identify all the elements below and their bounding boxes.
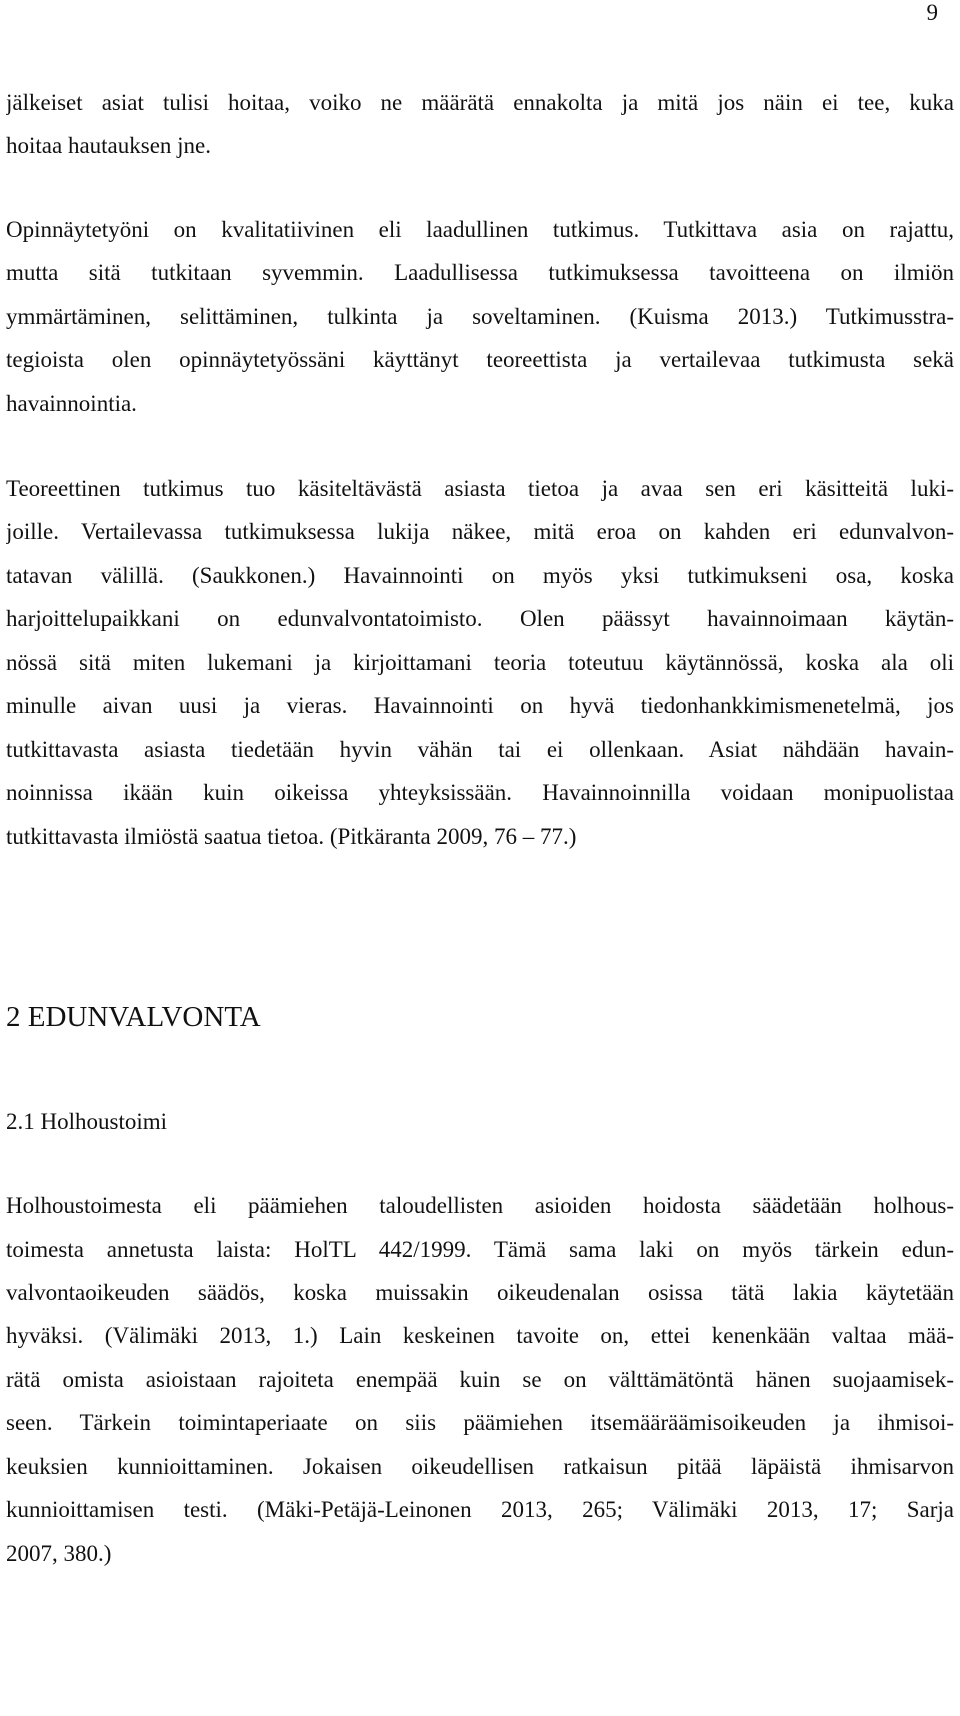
text-line: Teoreettinen tutkimus tuo käsiteltävästä asiasta tietoa ja avaa sen eri käsitteitä luki-	[6, 476, 954, 501]
text-line: tatavan välillä. (Saukkonen.) Havainnointi on myös yksi tutkimukseni osa, koska	[6, 563, 954, 588]
text-line: harjoittelupaikkani on edunvalvontatoimisto. Olen päässyt havainnoimaan käytän-	[6, 606, 954, 631]
text-line: keuksien kunnioittaminen. Jokaisen oikeudellisen ratkaisun pitää läpäistä ihmisarvon	[6, 1454, 954, 1479]
text-line: seen. Tärkein toimintaperiaate on siis päämiehen itsemääräämisoikeuden ja ihmisoi-	[6, 1410, 954, 1435]
text-line: jälkeiset asiat tulisi hoitaa, voiko ne määrätä ennakolta ja mitä jos näin ei tee, kuka	[6, 90, 954, 115]
text-line: hyväksi. (Välimäki 2013, 1.) Lain keskeinen tavoite on, ettei kenenkään valtaa mää-	[6, 1323, 954, 1348]
text-line: ymmärtäminen, selittäminen, tulkinta ja soveltaminen. (Kuisma 2013.) Tutkimusstra-	[6, 304, 954, 329]
text-line: havainnointia.	[6, 391, 137, 416]
text-line: mutta sitä tutkitaan syvemmin. Laadullisessa tutkimuksessa tavoitteena on ilmiön	[6, 260, 954, 285]
text-line: valvontaoikeuden säädös, koska muissakin oikeudenalan osissa tätä lakia käytetään	[6, 1280, 954, 1305]
text-line: minulle aivan uusi ja vieras. Havainnointi on hyvä tiedonhankkimismenetelmä, jos	[6, 693, 954, 718]
text-line: tutkittavasta asiasta tiedetään hyvin vähän tai ei ollenkaan. Asiat nähdään havain-	[6, 737, 954, 762]
text-line: tutkittavasta ilmiöstä saatua tietoa. (Pitkäranta 2009, 76 – 77.)	[6, 824, 577, 849]
text-line: Opinnäytetyöni on kvalitatiivinen eli laadullinen tutkimus. Tutkittava asia on rajattu,	[6, 217, 954, 242]
text-line: kunnioittamisen testi. (Mäki-Petäjä-Leinonen 2013, 265; Välimäki 2013, 17; Sarja	[6, 1497, 954, 1522]
text-line: toimesta annetusta laista: HolTL 442/1999. Tämä sama laki on myös tärkein edun-	[6, 1237, 954, 1262]
text-line: tegioista olen opinnäytetyössäni käyttänyt teoreettista ja vertailevaa tutkimusta sekä	[6, 347, 954, 372]
text-line: hoitaa hautauksen jne.	[6, 133, 212, 158]
chapter-heading: 2 EDUNVALVONTA	[6, 1001, 261, 1033]
text-line: 2007, 380.)	[6, 1541, 112, 1566]
page-number: 9	[926, 0, 938, 25]
section-heading: 2.1 Holhoustoimi	[6, 1109, 168, 1134]
text-line: joille. Vertailevassa tutkimuksessa lukija näkee, mitä eroa on kahden eri edunvalvon-	[6, 519, 954, 544]
text-line: noinnissa ikään kuin oikeissa yhteyksissään. Havainnoinnilla voidaan monipuolistaa	[6, 780, 954, 805]
text-line: rätä omista asioistaan rajoiteta enempää kuin se on välttämätöntä hänen suojaamisek-	[6, 1367, 954, 1392]
text-line: Holhoustoimesta eli päämiehen taloudellisten asioiden hoidosta säädetään holhous-	[6, 1193, 954, 1218]
text-line: nössä sitä miten lukemani ja kirjoittamani teoria toteutuu käytännössä, koska ala oli	[6, 650, 954, 675]
